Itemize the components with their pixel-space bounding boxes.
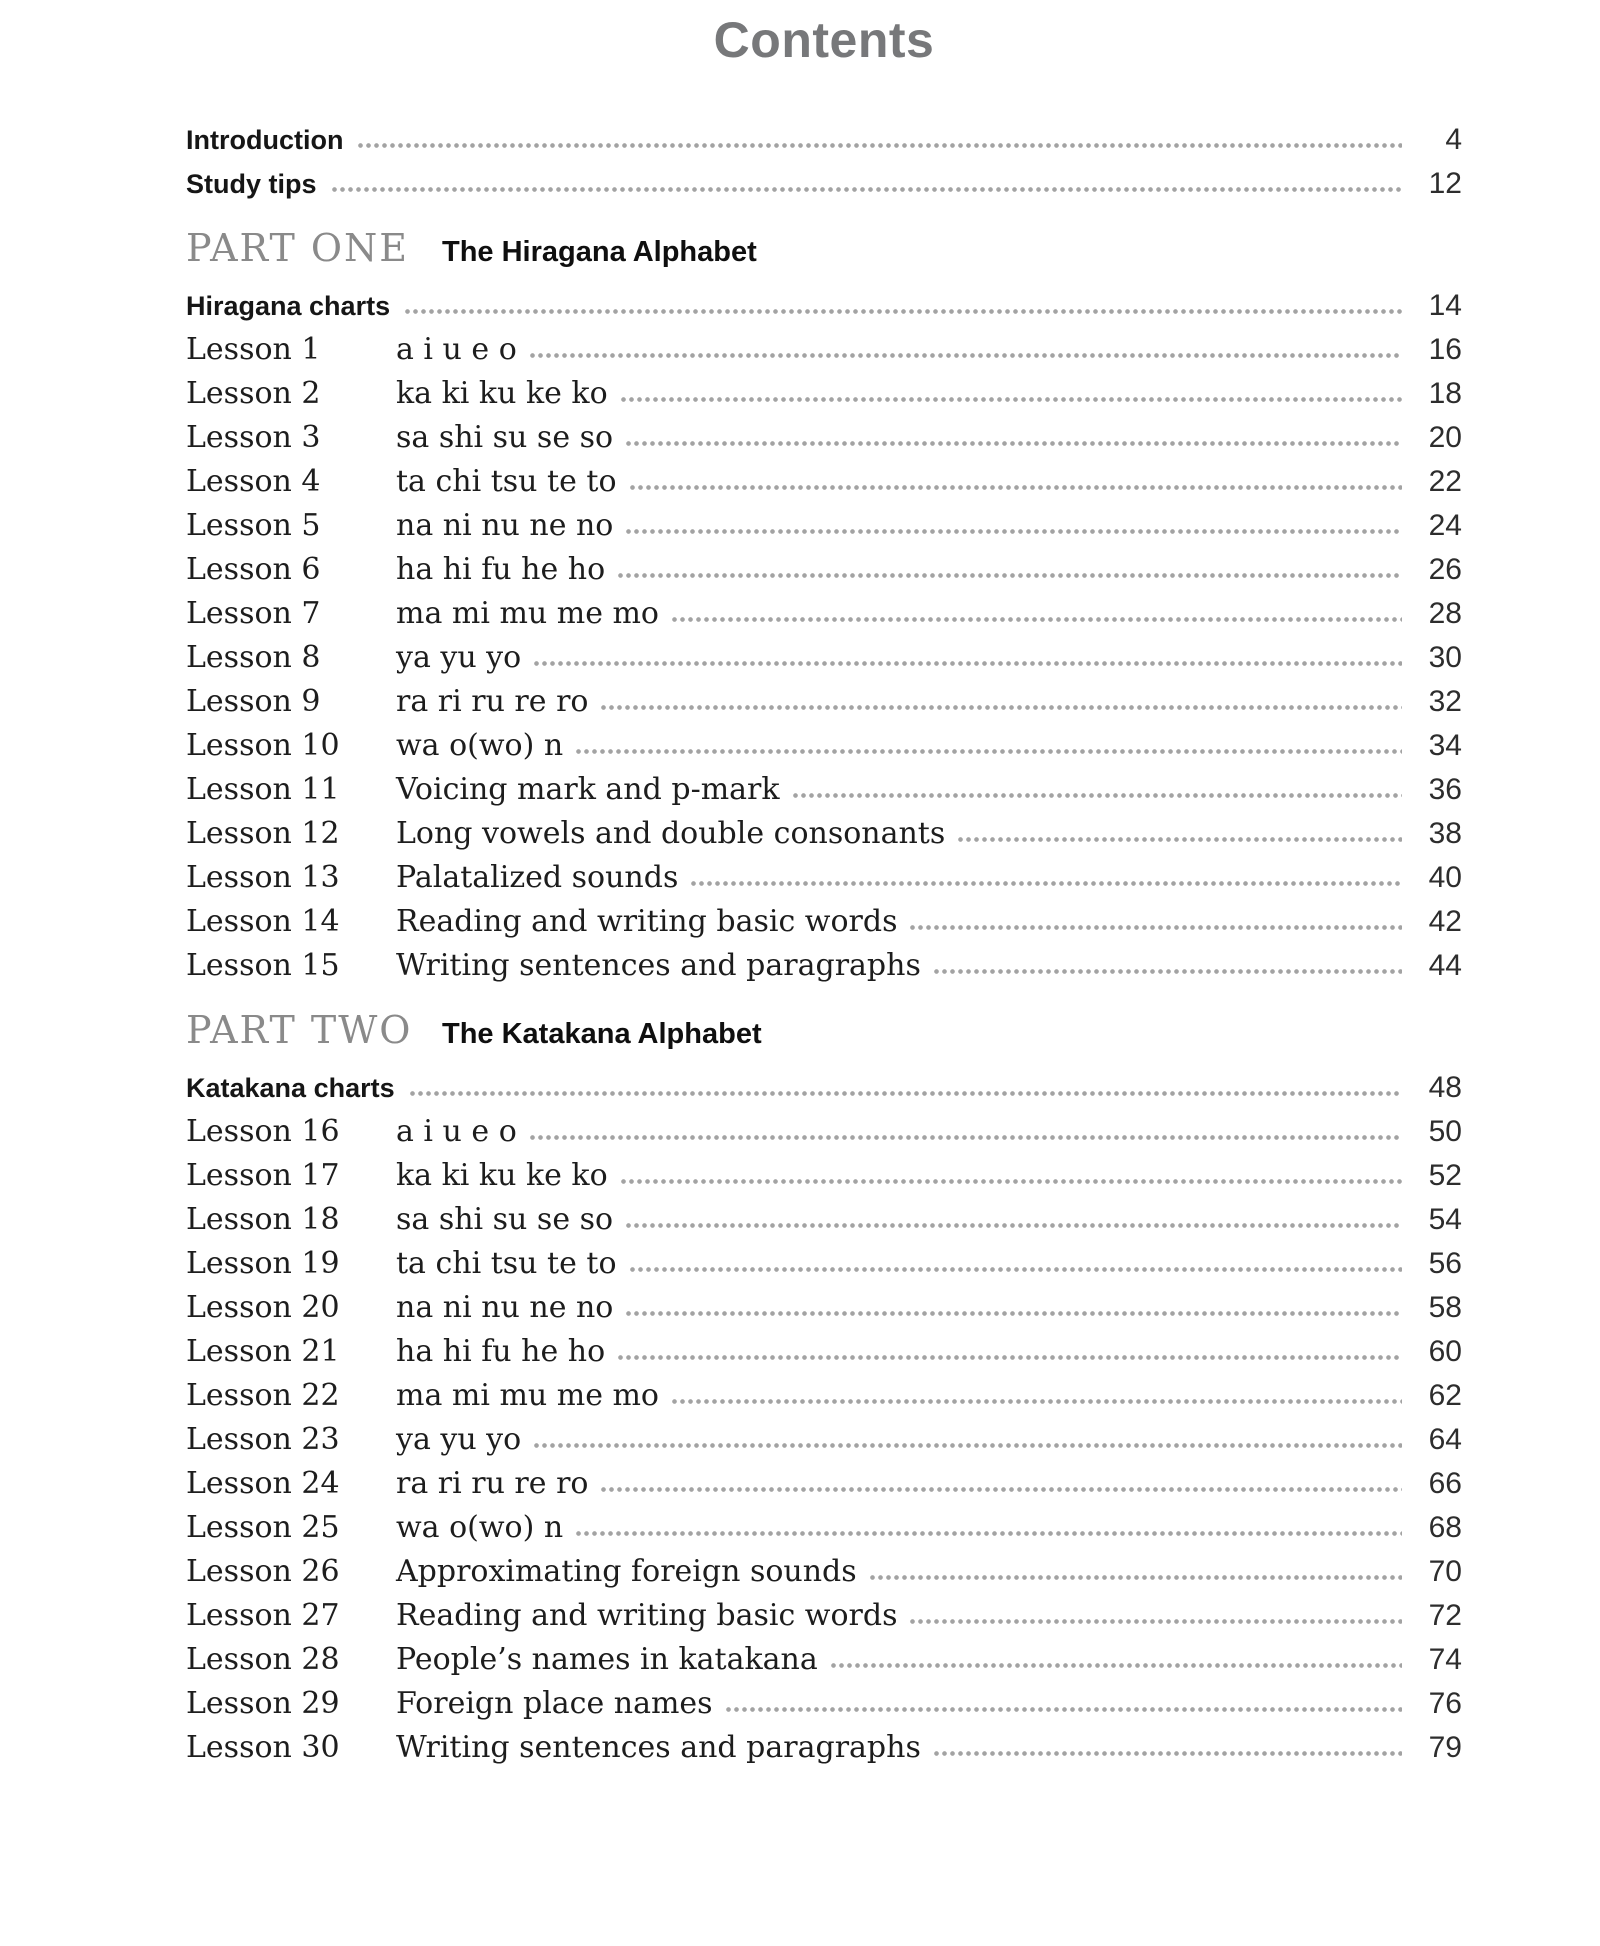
part-title: The Katakana Alphabet <box>442 1018 762 1050</box>
toc-entry <box>186 680 1462 724</box>
page-number: 40 <box>1428 861 1462 894</box>
part-label: PART ONE <box>186 226 410 270</box>
toc-entry <box>186 1330 1462 1374</box>
page-number: 16 <box>1428 333 1462 366</box>
page-title: Contents <box>713 12 935 68</box>
lesson-title: ta chi tsu te to <box>396 1246 617 1281</box>
lesson-title: Writing sentences and paragraphs <box>396 1730 921 1765</box>
dot-leader <box>357 142 1402 149</box>
toc-entry <box>186 592 1462 636</box>
page-number: 38 <box>1428 817 1462 850</box>
dot-leader <box>671 616 1402 623</box>
lesson-title: Reading and writing basic words <box>396 1598 898 1633</box>
page-number: 44 <box>1428 949 1462 982</box>
page-number: 79 <box>1428 1731 1462 1764</box>
page-number: 42 <box>1428 905 1462 938</box>
toc-entry <box>186 1506 1462 1550</box>
dot-leader <box>625 1222 1402 1229</box>
page-number: 34 <box>1428 729 1462 762</box>
toc-entry <box>186 1286 1462 1330</box>
toc-entry <box>186 1066 1462 1110</box>
toc-entry <box>186 768 1462 812</box>
dot-leader <box>575 748 1402 755</box>
lesson-label: Lesson 8 <box>186 640 321 675</box>
toc-entry <box>186 1682 1462 1726</box>
dot-leader <box>909 924 1402 931</box>
toc-entry <box>186 636 1462 680</box>
page-number: 70 <box>1428 1555 1462 1588</box>
page-number: 60 <box>1428 1335 1462 1368</box>
toc-entry <box>186 548 1462 592</box>
lesson-title: Reading and writing basic words <box>396 904 898 939</box>
lesson-label: Lesson 9 <box>186 684 321 719</box>
lesson-title: ha hi fu he ho <box>396 552 606 587</box>
toc-entry <box>186 1726 1462 1770</box>
page-number: 18 <box>1428 377 1462 410</box>
lesson-label: Lesson 28 <box>186 1642 340 1677</box>
page-number: 74 <box>1428 1643 1462 1676</box>
lesson-title: wa o(wo) n <box>396 1510 564 1545</box>
toc-entry <box>186 504 1462 548</box>
lesson-title: ma mi mu me mo <box>396 1378 659 1413</box>
toc-entry <box>186 1462 1462 1506</box>
part-title: The Hiragana Alphabet <box>442 236 757 268</box>
lesson-title: ma mi mu me mo <box>396 596 659 631</box>
dot-leader <box>409 1090 1402 1097</box>
dot-leader <box>792 792 1402 799</box>
lesson-label: Lesson 22 <box>186 1378 340 1413</box>
lesson-label: Lesson 15 <box>186 948 340 983</box>
page-number: 12 <box>1428 167 1462 200</box>
lesson-label: Lesson 30 <box>186 1730 340 1765</box>
lesson-label: Lesson 16 <box>186 1114 340 1149</box>
lesson-label: Lesson 6 <box>186 552 321 587</box>
lesson-label: Lesson 10 <box>186 728 340 763</box>
page-number: 26 <box>1428 553 1462 586</box>
toc-entry <box>186 1418 1462 1462</box>
toc-body <box>186 118 1462 1770</box>
lesson-title: a i u e o <box>396 332 517 367</box>
dot-leader <box>617 1354 1402 1361</box>
lesson-label: Lesson 5 <box>186 508 321 543</box>
dot-leader <box>909 1618 1402 1625</box>
lesson-label: Lesson 23 <box>186 1422 340 1457</box>
lesson-label: Lesson 1 <box>186 332 321 367</box>
dot-leader <box>690 880 1402 887</box>
toc-entry <box>186 1110 1462 1154</box>
toc-entry <box>186 1154 1462 1198</box>
page-number: 28 <box>1428 597 1462 630</box>
toc-entry <box>186 162 1462 206</box>
lesson-label: Lesson 21 <box>186 1334 340 1369</box>
entry-label: Katakana charts <box>186 1073 395 1103</box>
page-number: 56 <box>1428 1247 1462 1280</box>
lesson-label: Lesson 17 <box>186 1158 340 1193</box>
entry-label: Introduction <box>186 125 344 155</box>
dot-leader <box>625 1310 1402 1317</box>
toc-entry <box>186 284 1462 328</box>
toc-entry <box>186 1638 1462 1682</box>
lesson-label: Lesson 3 <box>186 420 321 455</box>
dot-leader <box>533 660 1402 667</box>
lesson-title: ta chi tsu te to <box>396 464 617 499</box>
part-header <box>186 1006 1462 1054</box>
dot-leader <box>933 1750 1402 1757</box>
page-number: 14 <box>1428 289 1462 322</box>
entry-label: Hiragana charts <box>186 291 391 321</box>
part-label: PART TWO <box>186 1008 413 1052</box>
page-number: 22 <box>1428 465 1462 498</box>
toc-entry <box>186 1242 1462 1286</box>
lesson-title: sa shi su se so <box>396 420 614 455</box>
page-number: 36 <box>1428 773 1462 806</box>
dot-leader <box>933 968 1402 975</box>
page-number: 50 <box>1428 1115 1462 1148</box>
lesson-label: Lesson 11 <box>186 772 340 807</box>
dot-leader <box>725 1706 1402 1713</box>
lesson-label: Lesson 7 <box>186 596 321 631</box>
page-number: 24 <box>1428 509 1462 542</box>
toc-entry <box>186 1374 1462 1418</box>
toc-entry <box>186 118 1462 162</box>
toc-entry <box>186 460 1462 504</box>
page-number: 4 <box>1445 123 1462 156</box>
lesson-title: wa o(wo) n <box>396 728 564 763</box>
lesson-title: ya yu yo <box>396 640 522 675</box>
toc-entry <box>186 944 1462 988</box>
lesson-label: Lesson 29 <box>186 1686 340 1721</box>
toc-entry <box>186 416 1462 460</box>
toc-entry <box>186 900 1462 944</box>
lesson-title: na ni nu ne no <box>396 508 614 543</box>
lesson-title: a i u e o <box>396 1114 517 1149</box>
part-header <box>186 224 1462 272</box>
page-number: 48 <box>1428 1071 1462 1104</box>
page-number: 30 <box>1428 641 1462 674</box>
lesson-title: Voicing mark and p-mark <box>396 772 780 807</box>
lesson-title: ka ki ku ke ko <box>396 376 608 411</box>
dot-leader <box>869 1574 1402 1581</box>
page-number: 62 <box>1428 1379 1462 1412</box>
dot-leader <box>600 1486 1402 1493</box>
page-number: 68 <box>1428 1511 1462 1544</box>
dot-leader <box>830 1662 1402 1669</box>
lesson-title: People’s names in katakana <box>396 1642 818 1677</box>
lesson-title: ha hi fu he ho <box>396 1334 606 1369</box>
page-number: 58 <box>1428 1291 1462 1324</box>
lesson-label: Lesson 19 <box>186 1246 340 1281</box>
lesson-title: sa shi su se so <box>396 1202 614 1237</box>
page-number: 72 <box>1428 1599 1462 1632</box>
dot-leader <box>625 528 1402 535</box>
dot-leader <box>625 440 1402 447</box>
lesson-title: Long vowels and double consonants <box>396 816 946 851</box>
dot-leader <box>600 704 1402 711</box>
toc-entry <box>186 724 1462 768</box>
lesson-label: Lesson 26 <box>186 1554 340 1589</box>
dot-leader <box>629 1266 1402 1273</box>
toc-entry <box>186 1198 1462 1242</box>
page-number: 64 <box>1428 1423 1462 1456</box>
lesson-title: ka ki ku ke ko <box>396 1158 608 1193</box>
lesson-label: Lesson 18 <box>186 1202 340 1237</box>
dot-leader <box>331 186 1402 193</box>
toc-entry <box>186 856 1462 900</box>
page-number: 32 <box>1428 685 1462 718</box>
dot-leader <box>529 1134 1402 1141</box>
dot-leader <box>620 1178 1402 1185</box>
page-number: 20 <box>1428 421 1462 454</box>
dot-leader <box>957 836 1402 843</box>
dot-leader <box>575 1530 1402 1537</box>
dot-leader <box>629 484 1402 491</box>
toc-entry <box>186 372 1462 416</box>
lesson-title: Writing sentences and paragraphs <box>396 948 921 983</box>
dot-leader <box>529 352 1402 359</box>
dot-leader <box>533 1442 1402 1449</box>
page-number: 54 <box>1428 1203 1462 1236</box>
lesson-title: ya yu yo <box>396 1422 522 1457</box>
toc-entry <box>186 1550 1462 1594</box>
lesson-title: na ni nu ne no <box>396 1290 614 1325</box>
dot-leader <box>620 396 1402 403</box>
entry-label: Study tips <box>186 169 317 199</box>
lesson-label: Lesson 24 <box>186 1466 340 1501</box>
dot-leader <box>404 308 1402 315</box>
lesson-title: Foreign place names <box>396 1686 713 1721</box>
dot-leader <box>671 1398 1402 1405</box>
toc-entry <box>186 328 1462 372</box>
lesson-title: ra ri ru re ro <box>396 684 589 719</box>
lesson-title: Approximating foreign sounds <box>396 1554 857 1589</box>
lesson-label: Lesson 20 <box>186 1290 340 1325</box>
lesson-label: Lesson 25 <box>186 1510 340 1545</box>
toc-content <box>186 0 1462 1770</box>
toc-entry <box>186 1594 1462 1638</box>
page-number: 66 <box>1428 1467 1462 1500</box>
dot-leader <box>617 572 1402 579</box>
lesson-label: Lesson 27 <box>186 1598 340 1633</box>
lesson-title: Palatalized sounds <box>396 860 679 895</box>
page-number: 76 <box>1428 1687 1462 1720</box>
lesson-label: Lesson 14 <box>186 904 340 939</box>
toc-entry <box>186 812 1462 856</box>
lesson-label: Lesson 12 <box>186 816 340 851</box>
lesson-label: Lesson 2 <box>186 376 321 411</box>
lesson-label: Lesson 13 <box>186 860 340 895</box>
lesson-title: ra ri ru re ro <box>396 1466 589 1501</box>
page-number: 52 <box>1428 1159 1462 1192</box>
lesson-label: Lesson 4 <box>186 464 321 499</box>
